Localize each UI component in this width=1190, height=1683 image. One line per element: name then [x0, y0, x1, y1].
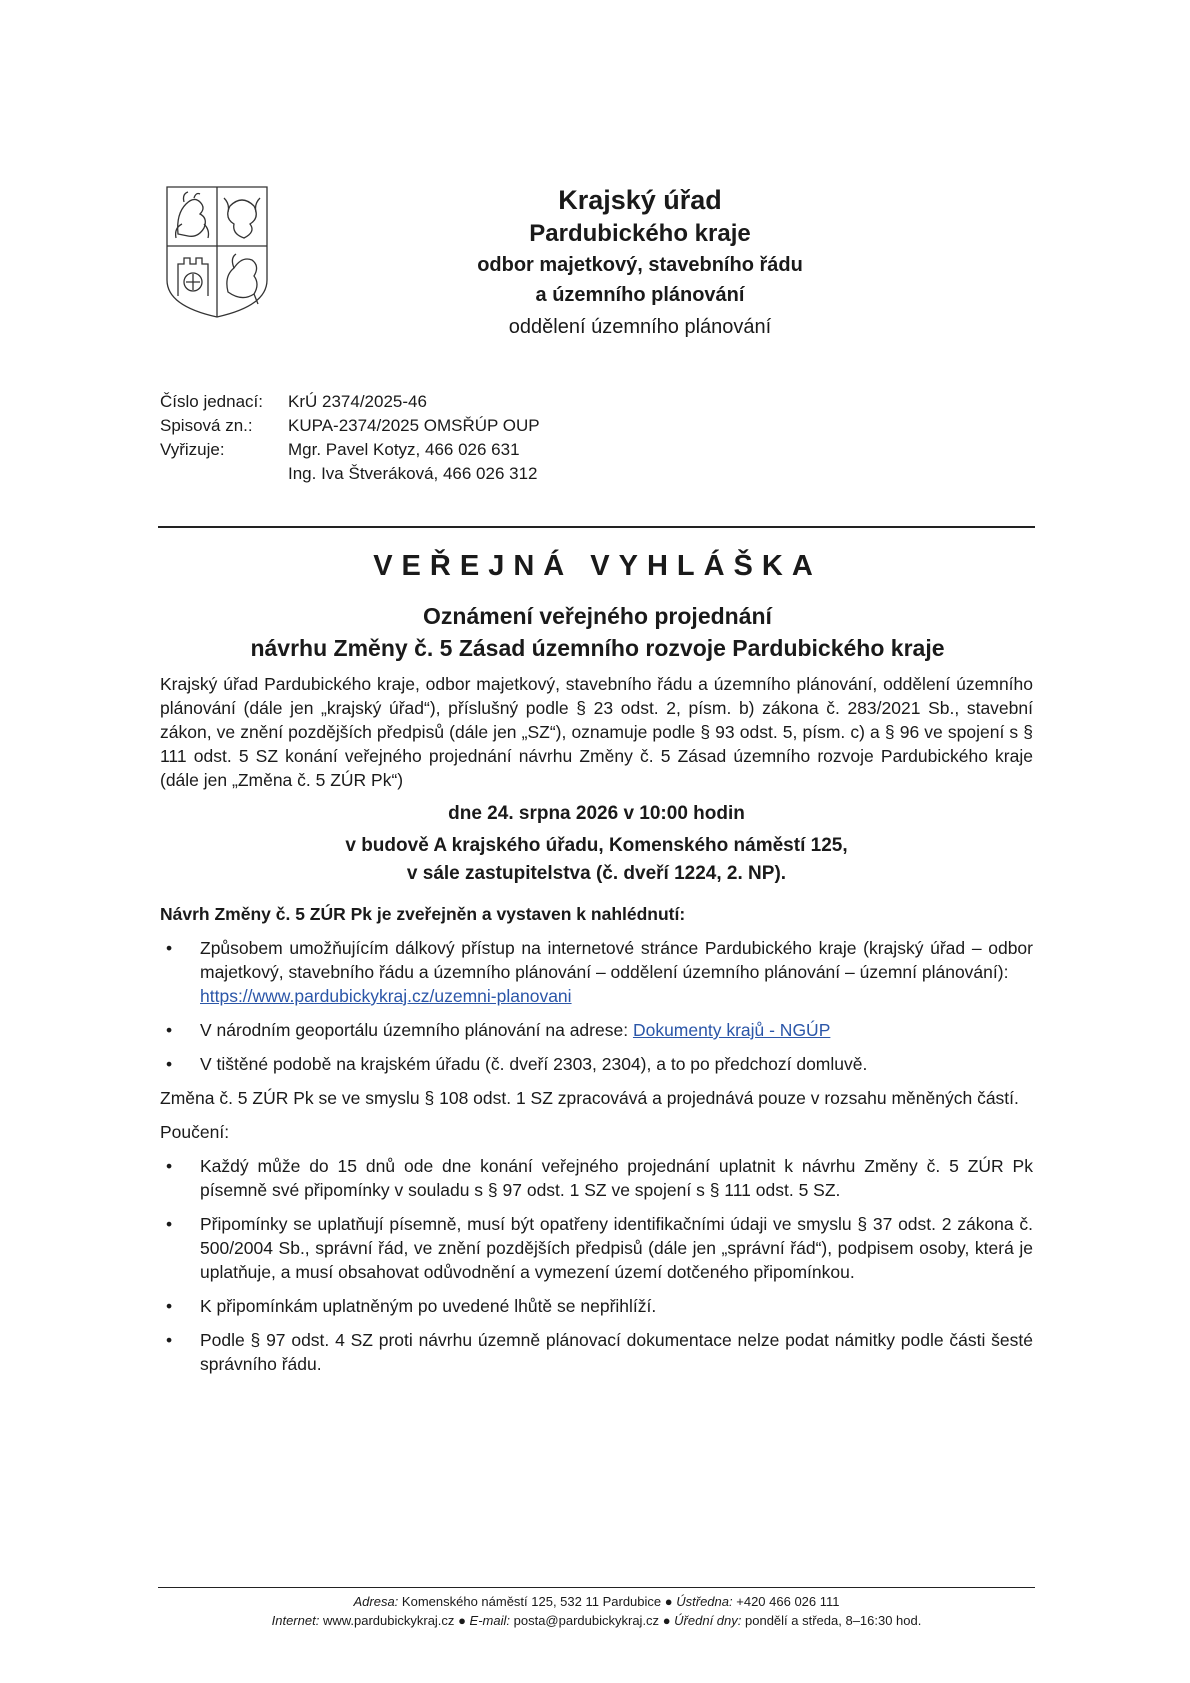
reference-value: Ing. Iva Štveráková, 466 026 312	[288, 464, 538, 483]
instruction-heading: Poučení:	[160, 1122, 230, 1142]
footer-phone-label: Ústředna:	[676, 1594, 733, 1609]
instruction-text: Každý může do 15 dnů ode dne konání veřejného projednání uplatnit k návrhu Změny č. 5 ZÚR Pk písemně své připomínky v souladu s § 97 odst. 1 SZ ve spojení s § 111 odst. 5 SZ.	[200, 1156, 1033, 1200]
instruction-text: K připomínkám uplatněným po uvedené lhůtě se nepřihlíží.	[200, 1296, 657, 1316]
reference-label: Spisová zn.:	[160, 416, 253, 435]
bullet-icon: •	[166, 1156, 173, 1176]
bullet-icon: •	[166, 1020, 173, 1040]
footer-hours-label: Úřední dny:	[674, 1613, 742, 1628]
department-line-1: odbor majetkový, stavebního řádu	[477, 254, 803, 276]
reference-row	[160, 390, 540, 414]
geoportal-link[interactable]: Dokumenty krajů - NGÚP	[632, 1020, 831, 1040]
reference-row	[160, 462, 540, 486]
footer-address: Komenského náměstí 125, 532 11 Pardubice	[401, 1594, 662, 1609]
instruction-list	[160, 1154, 1033, 1376]
footer-line-2	[158, 1611, 1035, 1630]
scope-note: Změna č. 5 ZÚR Pk se ve smyslu § 108 odst. 1 SZ zpracovává a projednává pouze v rozsahu měněných částí.	[160, 1088, 1019, 1108]
reference-value: KrÚ 2374/2025-46	[288, 392, 427, 411]
coat-of-arms-icon	[164, 184, 270, 320]
reference-label	[160, 462, 288, 486]
meeting-place-line-2: v sále zastupitelstva (č. dveří 1224, 2. NP).	[406, 863, 787, 884]
reference-row	[160, 438, 540, 462]
footer-email: posta@pardubickykraj.cz	[513, 1613, 660, 1628]
document-body	[160, 672, 1033, 1376]
footer-separator: ●	[458, 1613, 466, 1628]
kraj-website-link[interactable]: https://www.pardubickykraj.cz/uzemni-planovani	[200, 986, 572, 1006]
divider-top	[158, 526, 1035, 528]
bullet-icon: •	[166, 1214, 173, 1234]
footer-hours: pondělí a středa, 8–16:30 hod.	[745, 1613, 922, 1628]
list-item	[160, 1154, 1033, 1202]
page-footer	[158, 1592, 1035, 1630]
meeting-date: dne 24. srpna 2026 v 10:00 hodin	[448, 803, 745, 824]
subtitle-line-1: Oznámení veřejného projednání	[423, 603, 772, 629]
footer-internet: www.pardubickykraj.cz	[322, 1613, 455, 1628]
office-header	[420, 182, 860, 343]
region-name: Pardubického kraje	[529, 220, 751, 247]
list-item	[160, 1052, 1033, 1076]
reference-row	[160, 414, 540, 438]
bullet-icon: •	[166, 1330, 173, 1350]
bullet-icon: •	[166, 938, 173, 958]
geoportal-text: V národním geoportálu územního plánování na adrese:	[200, 1020, 629, 1040]
reference-label: Číslo jednací:	[160, 392, 263, 411]
reference-block	[160, 390, 540, 486]
section-name: oddělení územního plánování	[508, 316, 772, 338]
footer-email-label: E-mail:	[469, 1613, 510, 1628]
footer-internet-label: Internet:	[271, 1613, 320, 1628]
list-item	[160, 1212, 1033, 1284]
instruction-text: Podle § 97 odst. 4 SZ proti návrhu územně plánovací dokumentace nelze podat námitky podle části šesté správního řádu.	[200, 1330, 1033, 1374]
office-name: Krajský úřad	[558, 185, 722, 215]
footer-separator: ●	[662, 1613, 671, 1628]
footer-phone: +420 466 026 111	[736, 1594, 840, 1609]
printed-copy-text: V tištěné podobě na krajském úřadu (č. dveří 2303, 2304), a to po předchozí domluvě.	[200, 1054, 868, 1074]
department-line-2: a územního plánování	[535, 284, 745, 306]
reference-value: KUPA-2374/2025 OMSŘÚP OUP	[288, 416, 540, 435]
remote-access-text: Způsobem umožňujícím dálkový přístup na internetové stránce Pardubického kraje (krajský úřad – odbor majetkový, stavebního řádu a územního plánování – oddělení územního plánování – územní plánování):	[200, 938, 1033, 982]
published-list	[160, 936, 1033, 1076]
list-item	[160, 1294, 1033, 1318]
document-title: VEŘEJNÁ VYHLÁŠKA	[373, 550, 822, 582]
reference-value: Mgr. Pavel Kotyz, 466 026 631	[288, 440, 520, 459]
divider-bottom	[158, 1587, 1035, 1588]
meeting-info	[160, 800, 1033, 888]
list-item	[160, 1328, 1033, 1376]
subtitle-line-2: návrhu Změny č. 5 Zásad územního rozvoje Pardubického kraje	[250, 635, 945, 661]
footer-line-1	[158, 1592, 1035, 1611]
meeting-place-line-1: v budově A krajského úřadu, Komenského náměstí 125,	[345, 835, 848, 856]
list-item	[160, 1018, 1033, 1042]
document-subtitle	[160, 600, 1035, 664]
published-heading: Návrh Změny č. 5 ZÚR Pk je zveřejněn a vystaven k nahlédnutí:	[160, 904, 686, 924]
instruction-text: Připomínky se uplatňují písemně, musí být opatřeny identifikačními údaji ve smyslu § 37 odst. 2 zákona č. 500/2004 Sb., správní řád, ve znění pozdějších předpisů (dále jen „správní řád“), podpisem osoby, která je uplatňuje, a musí obsahovat odůvodnění a vymezení území dotčeného připomínkou.	[200, 1214, 1033, 1282]
bullet-icon: •	[166, 1054, 173, 1074]
intro-paragraph: Krajský úřad Pardubického kraje, odbor majetkový, stavebního řádu a územního plánování, oddělení územního plánování (dále jen „krajský úřad“), příslušný podle § 23 odst. 2, písm. b) zákona č. 283/2021 Sb., stavební zákon, ve znění pozdějších předpisů (dále jen „SZ“), oznamuje podle § 93 odst. 5, písm. c) a § 96 ve spojení s § 111 odst. 5 SZ konání veřejného projednání návrhu Změny č. 5 Zásad územního rozvoje Pardubického kraje (dále jen „Změna č. 5 ZÚR Pk“)	[160, 674, 1033, 790]
list-item	[160, 936, 1033, 1008]
bullet-icon: •	[166, 1296, 173, 1316]
footer-address-label: Adresa:	[353, 1594, 399, 1609]
reference-label: Vyřizuje:	[160, 440, 225, 459]
footer-separator: ●	[664, 1594, 673, 1609]
